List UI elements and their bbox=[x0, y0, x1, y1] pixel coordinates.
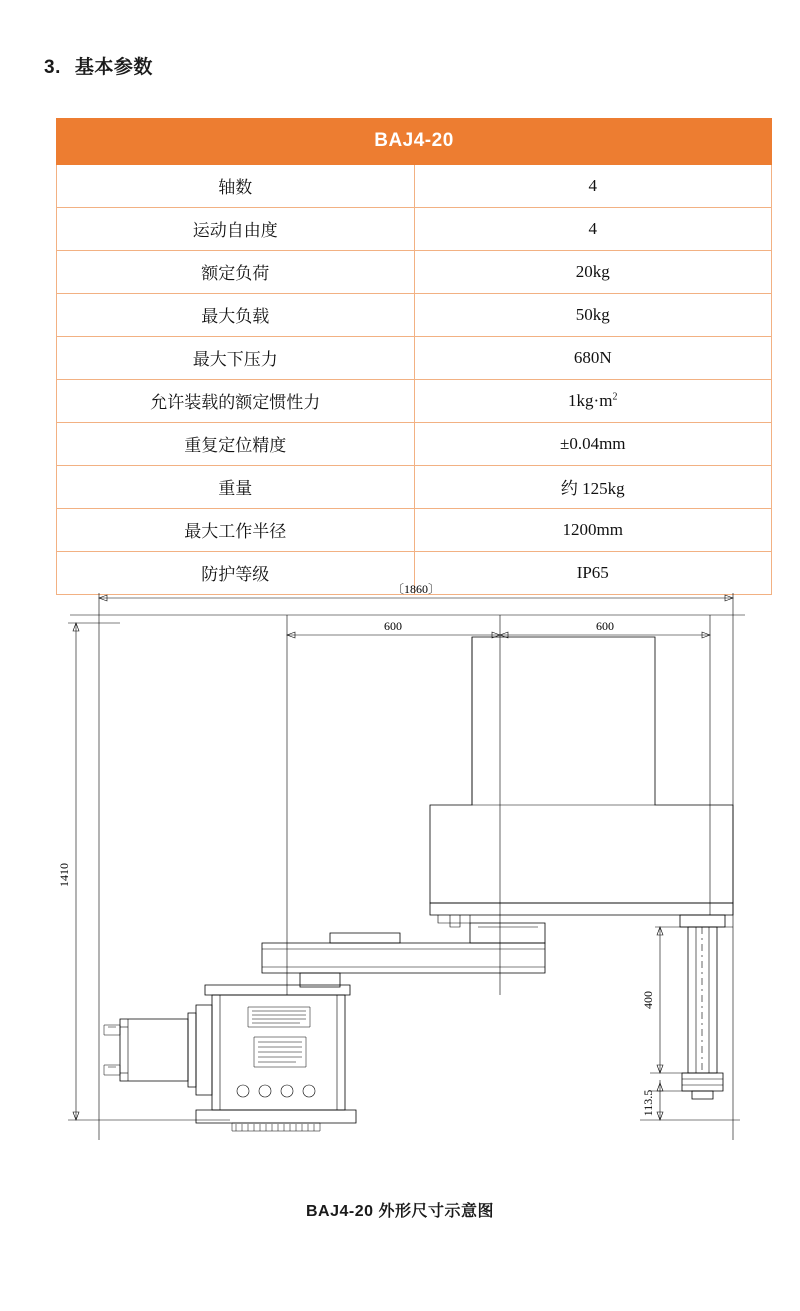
table-row bbox=[57, 251, 772, 294]
row-value: 4 bbox=[414, 165, 772, 208]
dimension-stroke bbox=[641, 927, 733, 1073]
dim-arm1-label: 600 bbox=[384, 619, 402, 633]
spec-table bbox=[56, 118, 772, 595]
table-row bbox=[57, 208, 772, 251]
row-value: 1200mm bbox=[414, 509, 772, 552]
row-label: 最大工作半径 bbox=[57, 509, 415, 552]
row-label: 额定负荷 bbox=[57, 251, 415, 294]
row-value-sup: 2 bbox=[612, 390, 618, 402]
row-label: 允许装载的额定惯性力 bbox=[57, 380, 415, 423]
dim-overall-width-label: 〔1860〕 bbox=[391, 582, 441, 596]
row-label: 运动自由度 bbox=[57, 208, 415, 251]
dim-height-label: 1410 bbox=[57, 863, 71, 887]
row-value: ±0.04mm bbox=[414, 423, 772, 466]
dim-arm2-label: 600 bbox=[596, 619, 614, 633]
table-row bbox=[57, 380, 772, 423]
section-title: 基本参数 bbox=[74, 57, 153, 78]
table-row bbox=[57, 423, 772, 466]
row-label: 重复定位精度 bbox=[57, 423, 415, 466]
robot-body bbox=[104, 637, 733, 1131]
row-label: 最大负载 bbox=[57, 294, 415, 337]
table-title-row bbox=[57, 119, 772, 165]
section-number: 3. bbox=[44, 57, 61, 78]
dim-stroke-label: 400 bbox=[641, 991, 655, 1009]
table-row bbox=[57, 294, 772, 337]
row-value-main: 1kg·m bbox=[568, 390, 613, 410]
row-label: 最大下压力 bbox=[57, 337, 415, 380]
row-label: 重量 bbox=[57, 466, 415, 509]
table-title: BAJ4-20 bbox=[57, 119, 772, 165]
row-value: 50kg bbox=[414, 294, 772, 337]
witness-lines bbox=[70, 593, 745, 1140]
dimension-overall-width bbox=[99, 582, 733, 601]
row-label: 轴数 bbox=[57, 165, 415, 208]
table-row bbox=[57, 509, 772, 552]
row-value: 680N bbox=[414, 337, 772, 380]
section-heading bbox=[44, 52, 153, 79]
dim-base-height-label: 113.5 bbox=[641, 1089, 655, 1117]
table-row bbox=[57, 165, 772, 208]
dimension-height bbox=[57, 623, 230, 1120]
drawing-caption: BAJ4-20 外形尺寸示意图 bbox=[306, 1203, 494, 1220]
robot-dimension-drawing bbox=[0, 575, 800, 1185]
row-value: 约 125kg bbox=[414, 466, 772, 509]
table-row bbox=[57, 466, 772, 509]
row-label: 防护等级 bbox=[57, 552, 415, 595]
row-value: 20kg bbox=[414, 251, 772, 294]
table-row bbox=[57, 337, 772, 380]
dimension-arm-segments bbox=[287, 615, 710, 915]
row-value: 4 bbox=[414, 208, 772, 251]
row-value bbox=[414, 380, 772, 423]
row-value: IP65 bbox=[414, 552, 772, 595]
dimension-base-height bbox=[640, 1080, 740, 1120]
